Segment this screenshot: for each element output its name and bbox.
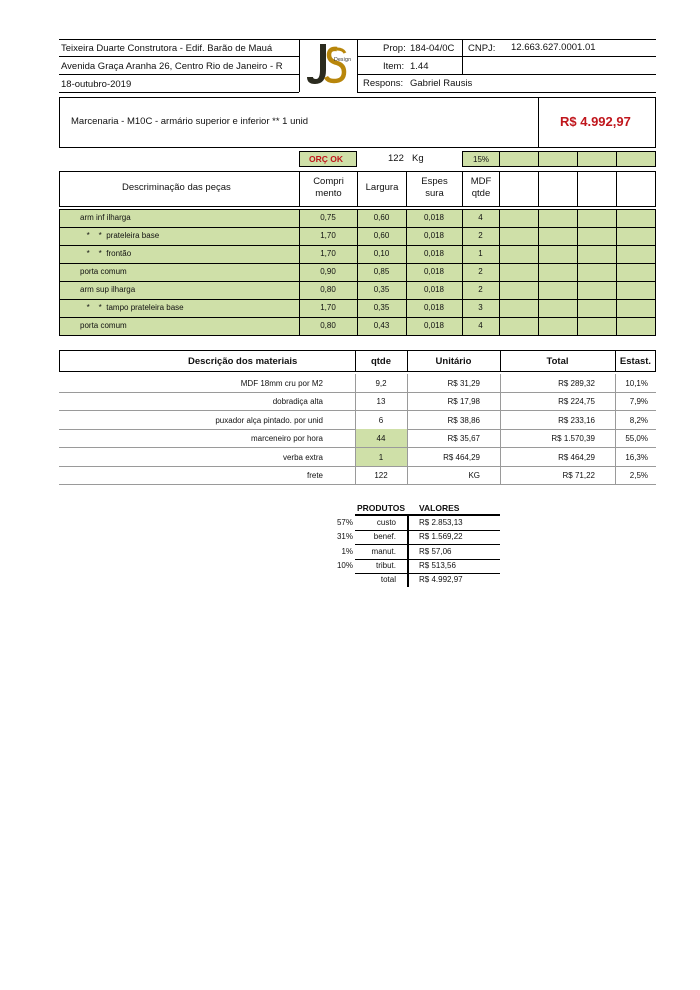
materials-header-estast: Estast. <box>619 356 652 367</box>
piece-description: * * frontão <box>80 249 132 258</box>
column-separator <box>577 245 578 263</box>
row-separator <box>355 530 500 531</box>
column-separator <box>538 299 539 317</box>
percent-value: 15% <box>473 155 490 164</box>
material-unit-price: R$ 31,29 <box>447 379 480 388</box>
material-quantity: 1 <box>378 453 384 462</box>
material-quantity: 9,2 <box>375 379 387 388</box>
column-separator <box>538 281 539 299</box>
product-value: R$ 2.853,13 <box>419 518 463 527</box>
respons-label: Respons: <box>363 78 404 89</box>
header-line-2 <box>59 74 299 75</box>
status-div-1 <box>499 151 500 167</box>
material-percent: 7,9% <box>629 397 648 406</box>
product-value: R$ 57,06 <box>419 547 452 556</box>
piece-length: 1,70 <box>320 303 336 312</box>
product-value: R$ 513,56 <box>419 561 456 570</box>
material-percent: 2,5% <box>629 471 648 480</box>
pieces-header-mdf-1: MDF <box>470 176 492 187</box>
product-value: R$ 4.992,97 <box>419 575 463 584</box>
column-separator <box>577 281 578 299</box>
item-label: Item: <box>383 61 405 72</box>
piece-quantity: 4 <box>478 213 483 222</box>
piece-length: 1,70 <box>320 249 336 258</box>
row-separator <box>355 559 500 560</box>
cnpj-value: 12.663.627.0001.01 <box>511 42 596 53</box>
ph-div-6 <box>538 171 539 207</box>
header-divider-cnpj <box>462 39 463 74</box>
material-description: verba extra <box>282 453 323 462</box>
column-separator <box>538 263 539 281</box>
header-line-1 <box>59 56 299 57</box>
status-div-4 <box>616 151 617 167</box>
ph-div-8 <box>616 171 617 207</box>
material-quantity: 122 <box>374 471 388 480</box>
ph-div-7 <box>577 171 578 207</box>
company-name: Teixeira Duarte Construtora - Edif. Barão de Mauá <box>61 43 273 54</box>
ph-div-5 <box>499 171 500 207</box>
column-separator <box>616 227 617 245</box>
column-separator <box>616 317 617 335</box>
pieces-header-comp-1: Compri <box>313 176 344 187</box>
column-separator <box>616 263 617 281</box>
prop-label: Prop: <box>383 43 406 54</box>
column-separator <box>616 209 617 227</box>
piece-length: 0,75 <box>320 213 336 222</box>
piece-quantity: 2 <box>478 267 483 276</box>
column-separator <box>499 263 500 281</box>
materials-header-desc: Descrição dos materiais <box>188 356 298 367</box>
product-percent: 31% <box>336 532 353 541</box>
product-value: R$ 1.569,22 <box>419 532 463 541</box>
column-separator <box>499 245 500 263</box>
piece-length: 0,80 <box>320 285 336 294</box>
material-total: R$ 71,22 <box>562 471 595 480</box>
column-separator <box>538 245 539 263</box>
material-description: MDF 18mm cru por M2 <box>240 379 323 388</box>
pieces-header-esp <box>407 176 462 200</box>
piece-quantity: 4 <box>478 321 483 330</box>
prop-value: 184-04/0C <box>410 43 455 54</box>
logo-icon <box>303 40 353 90</box>
material-total: R$ 464,29 <box>558 453 595 462</box>
material-unit-price: R$ 38,86 <box>447 416 480 425</box>
column-separator <box>538 209 539 227</box>
piece-length: 0,80 <box>320 321 336 330</box>
material-unit-price: R$ 464,29 <box>443 453 480 462</box>
column-separator <box>577 227 578 245</box>
column-separator <box>499 281 500 299</box>
column-separator <box>538 317 539 335</box>
job-description: Marcenaria - M10C - armário superior e inferior ** 1 unid <box>71 116 309 127</box>
material-percent: 10,1% <box>625 379 648 388</box>
piece-width: 0,43 <box>373 321 390 330</box>
cnpj-label: CNPJ: <box>468 43 496 54</box>
material-percent: 16,3% <box>625 453 648 462</box>
material-percent: 55,0% <box>625 434 648 443</box>
products-header-value: VALORES <box>419 503 460 513</box>
company-address: Avenida Graça Aranha 26, Centro Rio de Janeiro - R <box>61 61 283 72</box>
column-separator <box>499 209 500 227</box>
piece-description: arm inf ilharga <box>80 213 131 222</box>
material-description: dobradiça alta <box>272 397 323 406</box>
products-header-label: PRODUTOS <box>357 503 406 513</box>
row-separator <box>59 392 656 393</box>
piece-width: 0,35 <box>373 285 390 294</box>
pieces-header-mdf-2: qtde <box>471 188 491 199</box>
header-line-r1 <box>357 56 656 57</box>
proposal-date: 18-outubro-2019 <box>61 79 132 90</box>
column-separator <box>577 317 578 335</box>
status-div-2 <box>538 151 539 167</box>
piece-thickness: 0,018 <box>423 267 445 276</box>
piece-width: 0,60 <box>373 231 390 240</box>
product-label: manut. <box>371 547 396 556</box>
status-div-3 <box>577 151 578 167</box>
materials-header-unit: Unitário <box>435 356 472 367</box>
product-percent: 10% <box>336 561 353 570</box>
piece-thickness: 0,018 <box>423 249 445 258</box>
products-header-rule <box>355 514 500 516</box>
material-unit-price: KG <box>468 471 480 480</box>
piece-width: 0,85 <box>373 267 390 276</box>
material-unit-price: R$ 17,98 <box>447 397 480 406</box>
material-total: R$ 289,32 <box>558 379 595 388</box>
piece-thickness: 0,018 <box>423 213 445 222</box>
column-separator <box>577 299 578 317</box>
pieces-header-comp-2: mento <box>315 188 342 199</box>
material-description: marceneiro por hora <box>250 434 323 443</box>
piece-quantity: 1 <box>478 249 483 258</box>
product-label: tribut. <box>375 561 396 570</box>
header-line-3 <box>59 92 299 93</box>
row-separator <box>355 544 500 545</box>
piece-description: porta comum <box>80 267 127 276</box>
column-separator <box>577 263 578 281</box>
piece-width: 0,35 <box>373 303 390 312</box>
piece-width: 0,60 <box>373 213 390 222</box>
material-description: frete <box>306 471 323 480</box>
pieces-header-comp <box>300 176 357 200</box>
piece-thickness: 0,018 <box>423 321 445 330</box>
piece-thickness: 0,018 <box>423 285 445 294</box>
piece-description: porta comum <box>80 321 127 330</box>
piece-thickness: 0,018 <box>423 231 445 240</box>
weight-unit: Kg <box>412 153 424 164</box>
material-total: R$ 233,16 <box>558 416 595 425</box>
weight-value: 122 <box>388 153 404 164</box>
material-percent: 8,2% <box>629 416 648 425</box>
material-quantity: 6 <box>378 416 384 425</box>
respons-value: Gabriel Rausis <box>410 78 473 89</box>
pieces-header-mdf <box>463 176 499 200</box>
materials-header-qtde: qtde <box>370 356 392 367</box>
product-label: benef. <box>373 532 396 541</box>
column-separator <box>499 317 500 335</box>
material-total: R$ 224,75 <box>558 397 595 406</box>
piece-length: 0,90 <box>320 267 336 276</box>
material-unit-price: R$ 35,67 <box>447 434 480 443</box>
material-description: puxador alça pintado. por unid <box>215 416 323 425</box>
piece-description: * * tampo prateleira base <box>80 303 184 312</box>
piece-description: * * prateleira base <box>80 231 160 240</box>
product-label: total <box>380 575 396 584</box>
row-separator <box>59 410 656 411</box>
pieces-header-esp-1: Espes <box>421 176 448 187</box>
company-logo <box>303 40 353 90</box>
material-quantity: 44 <box>376 434 386 443</box>
pieces-header-largura: Largura <box>365 182 399 193</box>
grand-total: R$ 4.992,97 <box>560 114 631 129</box>
summary-divider <box>538 97 539 148</box>
material-quantity: 13 <box>376 397 386 406</box>
row-separator <box>59 466 656 467</box>
materials-header-total: Total <box>546 356 569 367</box>
status-extra-cells <box>462 151 656 167</box>
row-separator <box>355 573 500 574</box>
piece-quantity: 2 <box>478 231 483 240</box>
column-separator <box>616 245 617 263</box>
column-separator <box>538 227 539 245</box>
orc-ok-label: ORÇ OK <box>309 154 343 164</box>
header-line-r2 <box>357 74 656 75</box>
header-line-r3 <box>357 92 656 93</box>
item-value: 1.44 <box>410 61 429 72</box>
piece-description: arm sup ilharga <box>80 285 136 294</box>
pieces-header-desc: Descriminação das peças <box>122 182 231 193</box>
column-separator <box>577 209 578 227</box>
product-percent: 57% <box>336 518 353 527</box>
svg-text:Design: Design <box>334 57 352 63</box>
piece-length: 1,70 <box>320 231 336 240</box>
row-separator <box>59 484 656 485</box>
header-divider-logo <box>357 39 358 92</box>
material-total: R$ 1.570,39 <box>551 434 595 443</box>
piece-quantity: 2 <box>478 285 483 294</box>
product-percent: 1% <box>341 547 353 556</box>
piece-quantity: 3 <box>478 303 483 312</box>
piece-width: 0,10 <box>373 249 390 258</box>
products-vertical-rule <box>407 514 409 587</box>
orc-ok-badge <box>299 151 357 167</box>
column-separator <box>616 281 617 299</box>
piece-thickness: 0,018 <box>423 303 445 312</box>
product-label: custo <box>376 518 396 527</box>
column-separator <box>499 227 500 245</box>
column-separator <box>499 299 500 317</box>
column-separator <box>616 299 617 317</box>
pieces-header-esp-2: sura <box>425 188 444 199</box>
header-divider-left <box>299 39 300 92</box>
